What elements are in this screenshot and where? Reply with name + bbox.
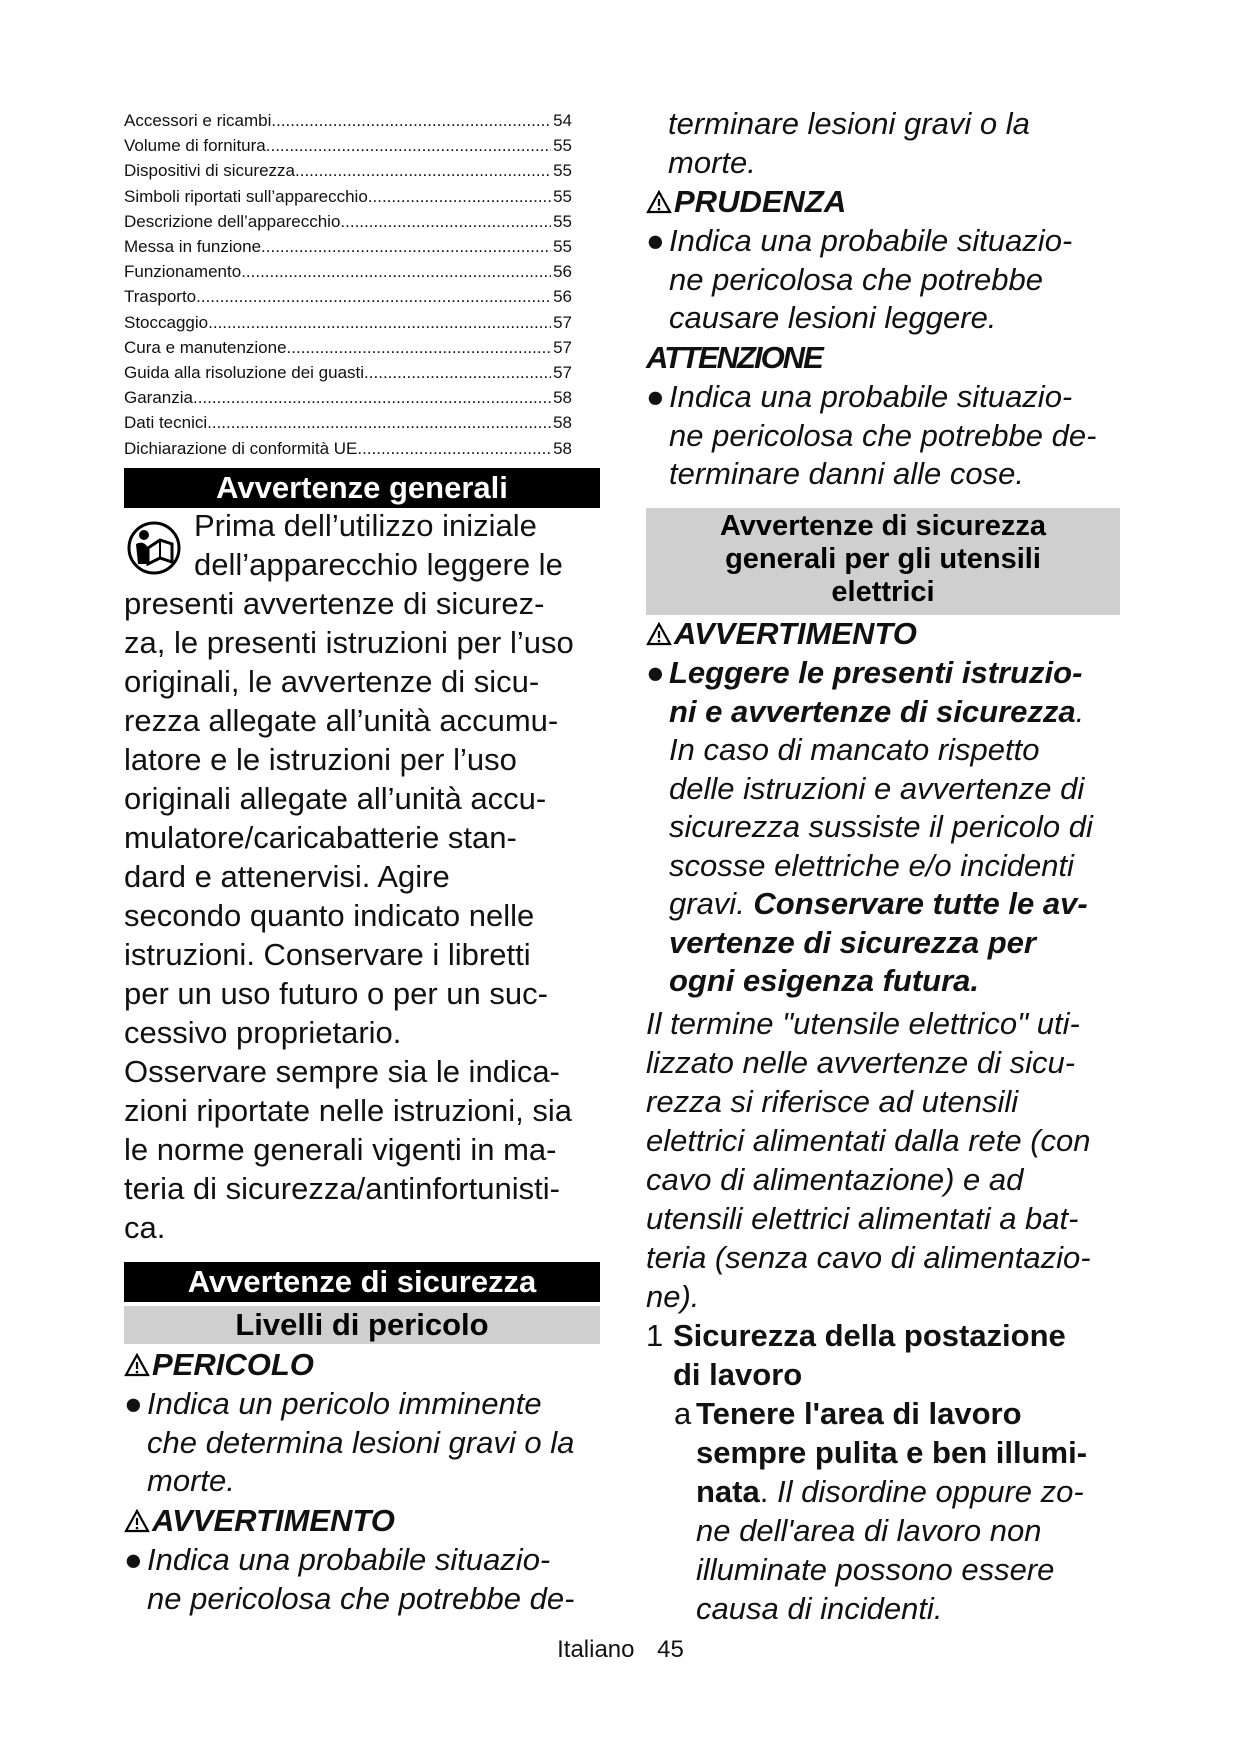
toc-item[interactable]: Stoccaggio ..... 57 xyxy=(124,310,572,335)
warning-triangle-icon xyxy=(646,622,672,646)
general-body: presenti avvertenze di sicurez- za, le presenti istruzioni per l’uso originali, le avvertenze di sicu- rezza allegate all’unità accumu- latore e le istruzioni per l’uso originali allegate all’unità accu- mulatore/caricabatterie stan- dard e attenervisi. Agire secondo quanto indicato nelle istruzioni. Conservare i libretti per un uso futuro o per un suc- cessivo proprietario. Osservare sempre sia le indica- zioni riportate nelle istruzioni, sia le norme generali vigenti in ma- teria di sicurezza/antinfortunisti- ca. xyxy=(124,586,574,1245)
prudenza-bullet: ● Indica una probabile situazio- ne pericolosa che potrebbe causare lesioni leggere. xyxy=(646,223,1073,335)
toc-item[interactable]: Simboli riportati sull’apparecchio ..... 55 xyxy=(124,184,572,209)
toc-item[interactable]: Dispositivi di sicurezza ..... 55 xyxy=(124,158,572,183)
warning-triangle-icon xyxy=(646,190,672,214)
toc-item[interactable]: Cura e manutenzione ..... 57 xyxy=(124,335,572,360)
toc-item[interactable]: Funzionamento ..... 56 xyxy=(124,259,572,284)
footer-language: Italiano xyxy=(557,1636,635,1663)
avvertimento-continuation: terminare lesioni gravi o la morte. xyxy=(668,106,1030,180)
pericolo-label: PERICOLO xyxy=(124,1345,314,1384)
item-a-keep-clean: a Tenere l'area di lavoro sempre pulita e ben illumi- nata. Il disordine oppure zo- ne dell'area di lavoro non illuminate possono essere causa di incidenti. xyxy=(674,1396,1088,1626)
warning-triangle-icon xyxy=(124,1509,150,1533)
toc-item[interactable]: Accessori e ricambi ..... 54 xyxy=(124,108,572,133)
page-footer xyxy=(0,1636,1241,1664)
warning-triangle-icon xyxy=(124,1353,150,1377)
toc-item[interactable]: Descrizione dell’apparecchio ..... 55 xyxy=(124,209,572,234)
avvertimento-bullet: ● Indica una probabile situazio- ne pericolosa che potrebbe de- xyxy=(124,1542,575,1616)
toc-item[interactable]: Trasporto ..... 56 xyxy=(124,284,572,309)
toc-item[interactable]: Dichiarazione di conformità UE ..... 58 xyxy=(124,436,572,461)
general-intro: Prima dell’utilizzo iniziale dell’apparecchio leggere le xyxy=(194,508,563,582)
avvertimento-label-right: AVVERTIMENTO xyxy=(646,614,917,653)
attenzione-bullet: ● Indica una probabile situazio- ne pericolosa che potrebbe de- terminare danni alle cose. xyxy=(646,379,1097,491)
danger-levels-heading: Livelli di pericolo xyxy=(124,1306,600,1344)
term-definition: Il termine "utensile elettrico" uti- lizzato nelle avvertenze di sicu- rezza si riferisce ad utensili elettrici alimentati dalla rete (con cavo di alimentazione) e ad utensili elettrici alimentati a bat- teria (senza cavo di alimentazio- ne). xyxy=(646,1006,1091,1314)
tools-safety-heading: Avvertenze di sicurezza generali per gli utensili elettrici xyxy=(646,508,1120,615)
toc-item[interactable]: Volume di fornitura ..... 55 xyxy=(124,133,572,158)
toc-item[interactable]: Garanzia ..... 58 xyxy=(124,385,572,410)
attenzione-label: ATTENZIONE xyxy=(646,340,822,375)
pericolo-bullet: ● Indica un pericolo imminente che determina lesioni gravi o la morte. xyxy=(124,1386,575,1498)
read-instructions-bullet: ● Leggere le presenti istruzio- ni e avvertenze di sicurezza. In caso di mancato rispetto delle istruzioni e avvertenze di sicurezza sussiste il pericolo di scosse elettriche e/o incidenti gravi. Conservare tutte le av- vertenze di sicurezza per ogni esigenza futura. xyxy=(646,655,1093,998)
avvertimento-label: AVVERTIMENTO xyxy=(124,1501,395,1540)
item-1-workplace-safety: 1 Sicurezza della postazione di lavoro xyxy=(646,1318,1066,1392)
table-of-contents xyxy=(124,108,572,461)
footer-page-number: 45 xyxy=(657,1636,684,1663)
read-manual-icon xyxy=(126,518,182,578)
toc-item[interactable]: Messa in funzione ..... 55 xyxy=(124,234,572,259)
toc-item[interactable]: Guida alla risoluzione dei guasti ..... 57 xyxy=(124,360,572,385)
general-warnings-heading: Avvertenze generali xyxy=(124,468,600,508)
safety-warnings-heading: Avvertenze di sicurezza xyxy=(124,1262,600,1302)
prudenza-label: PRUDENZA xyxy=(646,182,846,221)
toc-item[interactable]: Dati tecnici ..... 58 xyxy=(124,410,572,435)
